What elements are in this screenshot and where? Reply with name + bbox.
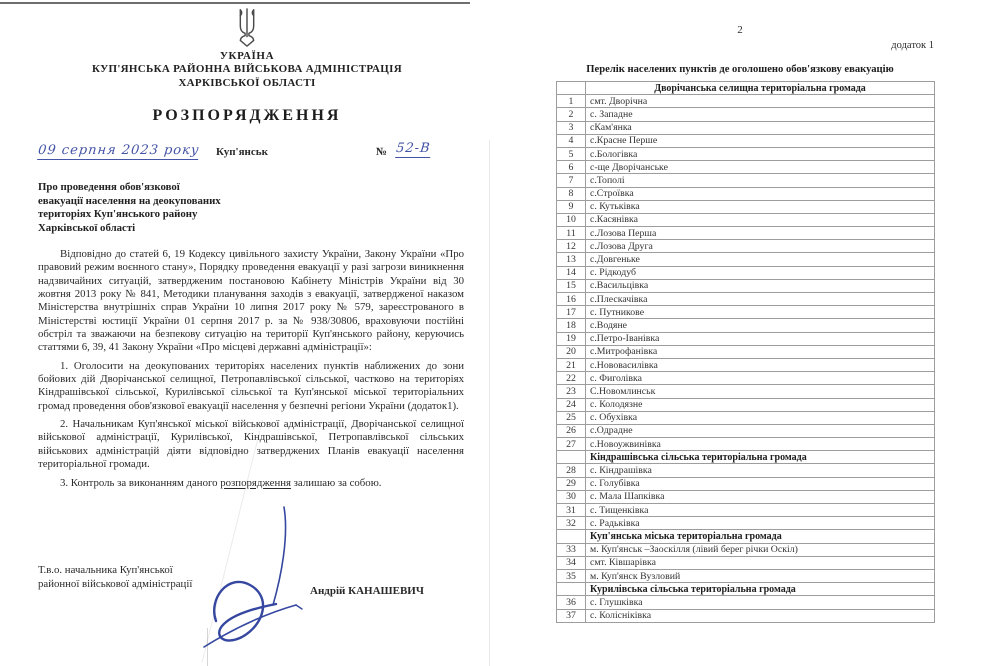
resolution-3-post: залишаю за собою. [290,476,382,489]
table-row: 32 с. Радьківка [557,517,935,530]
subject-line: Харківської області [38,221,136,234]
doc-meta-row [0,143,500,165]
table-row: 36 с. Глушківка [557,596,935,609]
table-row: 7 с.Тополі [557,174,935,187]
table-row: 24 с. Колодязне [557,398,935,411]
doc-body [38,248,464,490]
resolution-item-3 [38,477,464,490]
table-row: 27 с.Новоужвинівка [557,438,935,451]
table-row: 6 с-ще Дворічанське [557,161,935,174]
table-row: 10 с.Касянівка [557,213,935,226]
doc-number-value: 52-В [395,141,432,156]
table-row: 9 с. Кутьківка [557,200,935,213]
table-row: 3 сКам'янка [557,121,935,134]
table-row: 12 с.Лозова Друга [557,240,935,253]
table-row: 33 м. Куп'янськ –Заоскілля (лівий берег річки Оскіл) [557,543,935,556]
table-row: 5 с.Бологівка [557,147,935,160]
tryzub-emblem-icon [231,7,263,49]
signoff-role [38,563,192,591]
country-name: УКРАЇНА [219,50,275,62]
table-row: 16 с.Плескачівка [557,293,935,306]
group-header-row: Куп'янська міська територіальна громада [557,530,935,543]
table-title: Перелік населених пунктів де оголошено обов'язкову евакуацію [586,64,894,75]
table-row: 18 с.Водяне [557,319,935,332]
resolution-3-underlined: розпорядження [220,476,291,489]
org-name-line1: КУП'ЯНСЬКА РАЙОННА ВІЙСЬКОВА АДМІНІСТРАЦІЯ [92,63,402,75]
table-row: 34 смт. Ківшарівка [557,556,935,569]
letterhead [0,50,494,90]
table-row: 13 с.Довгеньке [557,253,935,266]
page-edge-shadow [489,140,490,666]
table-row: 17 с. Путникове [557,306,935,319]
table-row: 19 с.Петро-Іванівка [557,332,935,345]
table-row: 23 С.Новомлинськ [557,385,935,398]
table-row: 22 с. Фиголівка [557,372,935,385]
resolution-item-2: 2. Начальникам Куп'янської міської військової адміністрації, Дворічанської селищної військової адміністрації, Курилівської, Кіндрашівської, Петропавлівської сільських військових адміністрацій діяти відповідно затверджених Планів евакуації населення територіальної громади. [38,418,464,471]
preamble-paragraph: Відповідно до статей 6, 19 Кодексу цивільного захисту України, Закону України «Про правовий режим воєнного стану», Порядку проведення евакуації у разі загрози виникнення надзвичайних ситуацій, затвердженим постановою Кабінету Міністрів України від 30 жовтня 2013 року № 841, Методики планування заходів з евакуації, затвердженої наказом Міністерства внутрішніх справ України 10 липня 2017 року № 579, зареєстрованого в Міністерстві юстиції України 01 серпня 2017 р. за № 938/30806, враховуючи постійні обстріл та зважаючи на безпекову ситуацію на території Куп'янського району, керуючись статтями 6, 39, 41 Закону України «Про місцеві державні адміністрації»: [38,248,464,354]
table-row: 37 с. Колісніківка [557,609,935,622]
table-row: 1 смт. Дворічна [557,95,935,108]
page-number: 2 [737,24,743,36]
table-row: 14 с. Рідкодуб [557,266,935,279]
signoff-name: Андрій КАНАШЕВИЧ [310,585,424,597]
table-row: 26 с.Одрадне [557,424,935,437]
table-row: 15 с.Васильцівка [557,279,935,292]
table-row: 20 с.Митрофанівка [557,345,935,358]
resolution-3-pre: 3. Контроль за виконанням даного [60,476,221,489]
page-right [500,0,1000,666]
signoff-role-line: Т.в.о. начальника Куп'янської [38,564,173,576]
table-row: 29 с. Голубівка [557,477,935,490]
subject-line: евакуації населення на деокупованих [38,194,221,207]
signature-ink-icon [196,505,326,655]
table-row: 2 с. Западне [557,108,935,121]
table-row: 4 с.Красне Перше [557,134,935,147]
paper-crease [207,628,208,666]
table-row: 35 м. Куп'янск Вузловий [557,569,935,582]
subject-line: територіях Куп'янського району [38,208,198,220]
table-row: 31 с. Тищенківка [557,504,935,517]
table-row: 25 с. Обухівка [557,411,935,424]
evacuation-table-body [557,82,935,623]
group-header-row: Дворічанська селищна територіальна громада [557,82,935,95]
scan-edge-line [0,2,470,4]
group-header-row: Курилівська сільська територіальна громада [557,583,935,596]
doc-subject [38,181,278,235]
group-header-row: Кіндрашівська сільська територіальна громада [557,451,935,464]
date-handwritten: 09 серпня 2023 року [37,143,201,158]
org-name-line2: ХАРКІВСЬКОЇ ОБЛАСТІ [178,77,316,89]
city-label: Куп'янськ [216,146,268,158]
signoff-role-line: районної військової адміністрації [38,578,193,590]
doc-number-label: № [376,146,388,158]
resolution-item-1: 1. Оголосити на деокупованих територіях населених пунктів наближених до зони бойових дій Дворічанської селищної, Петропавлівської сільської, частково на територіях Кіндрашівської сільської, Курилівської сільської та Куп'янської міської територіальних громад проведення обов'язкової евакуації населення у безпечні регіони України (додаток1). [38,359,464,412]
table-row: 28 с. Кіндрашівка [557,464,935,477]
annex-label: додаток 1 [891,40,934,51]
table-row: 11 с.Лозова Перша [557,227,935,240]
table-row: 30 с. Мала Шапківка [557,490,935,503]
evacuation-table [556,81,935,623]
subject-line: Про проведення обов'язкової [38,181,180,193]
doc-type-title: РОЗПОРЯДЖЕННЯ [152,107,342,124]
table-row: 8 с.Строївка [557,187,935,200]
table-row: 21 с.Нововасилівка [557,358,935,371]
